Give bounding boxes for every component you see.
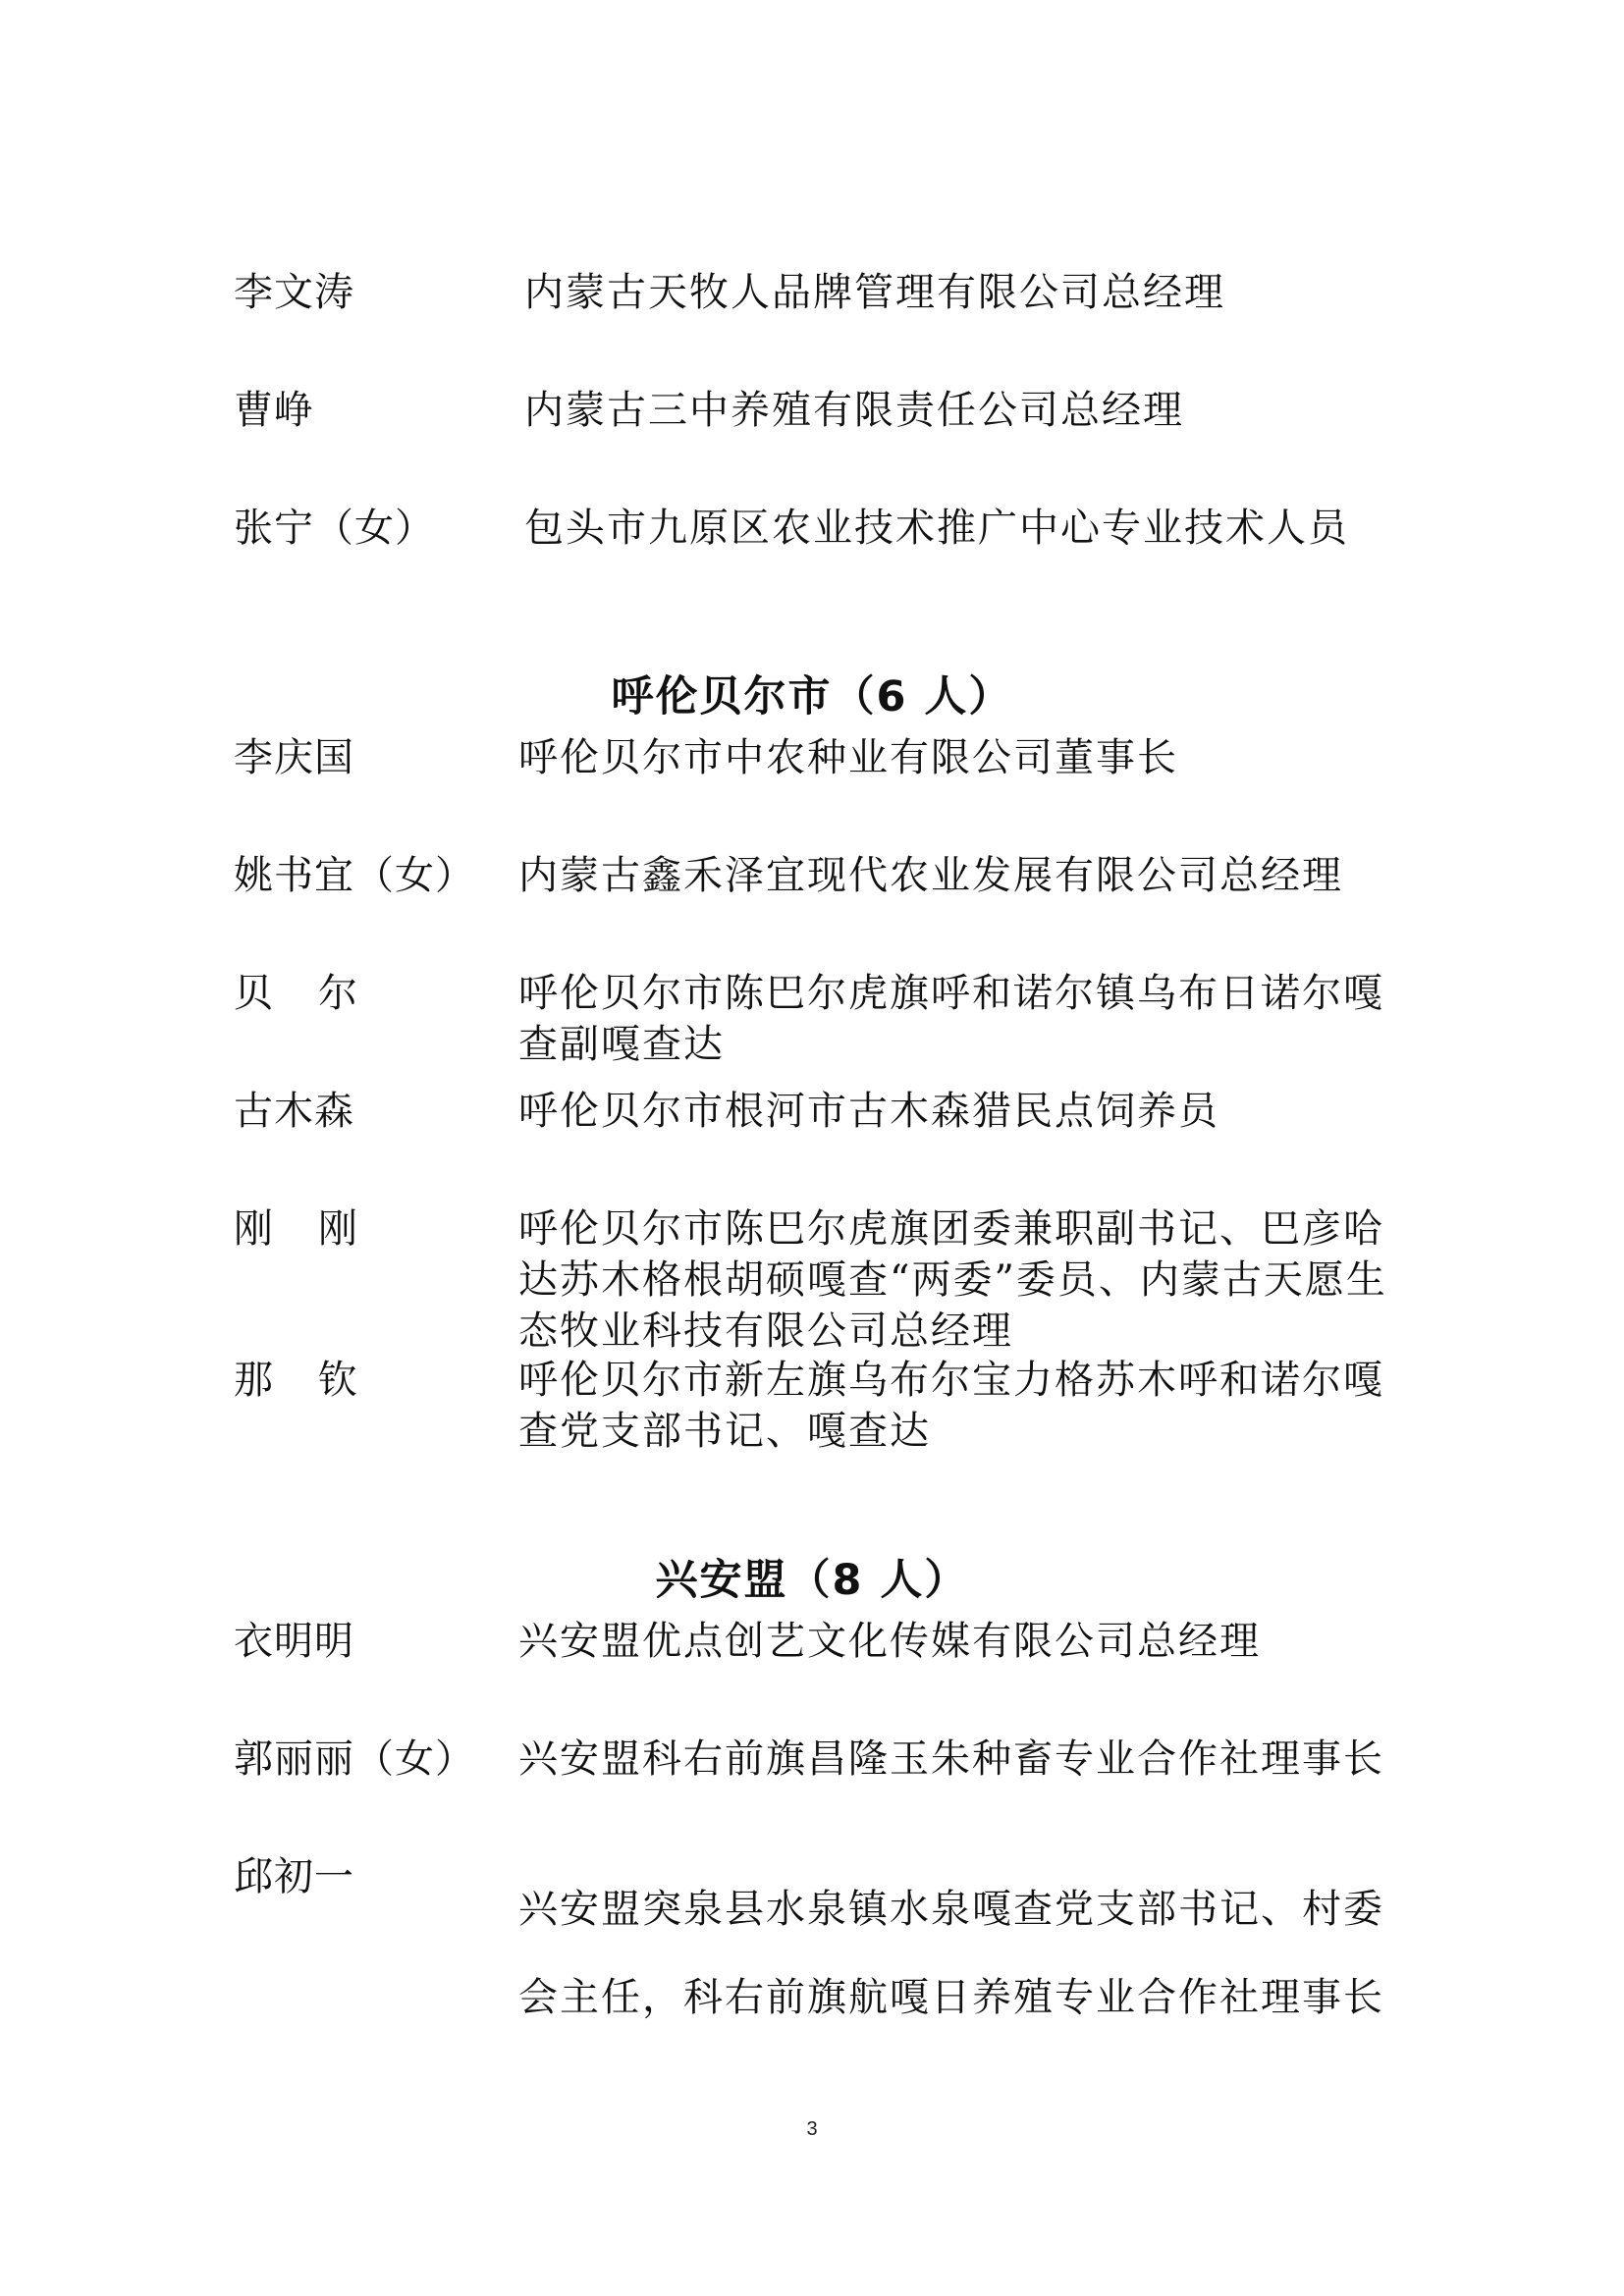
person-name: 曹峥: [234, 388, 314, 433]
page-number: 3: [806, 2118, 818, 2140]
person-name: 古木森: [234, 1089, 354, 1134]
person-name: 郭丽丽（女）: [234, 1736, 475, 1782]
person-title: 包头市九原区农业技术推广中心专业技术人员: [524, 506, 1349, 551]
person-name: 刚刚: [234, 1206, 403, 1252]
person-title: 呼伦贝尔市新左旗乌布尔宝力格苏木呼和诺尔嘎查党支部书记、嘎查达: [518, 1358, 1384, 1454]
person-name: 张宁（女）: [234, 506, 435, 551]
person-name: 姚书宜（女）: [234, 853, 475, 898]
person-name: 李文涛: [234, 270, 354, 315]
section-heading-hulunbuir: 呼伦贝尔市（6 人）: [611, 672, 1013, 721]
person-title: 兴安盟优点创艺文化传媒有限公司总经理: [518, 1619, 1261, 1664]
person-name: 李庆国: [234, 735, 354, 780]
person-title: 呼伦贝尔市根河市古木森猎民点饲养员: [518, 1089, 1219, 1134]
person-name: 那钦: [234, 1358, 403, 1403]
person-title: 内蒙古天牧人品牌管理有限公司总经理: [524, 270, 1225, 315]
person-title: 内蒙古三中养殖有限责任公司总经理: [524, 388, 1184, 433]
person-title: 呼伦贝尔市中农种业有限公司董事长: [518, 735, 1178, 780]
person-name: 衣明明: [234, 1619, 354, 1664]
person-name: 贝尔: [234, 971, 403, 1016]
person-title: 兴安盟科右前旗昌隆玉朱种畜专业合作社理事长: [518, 1736, 1384, 1782]
person-title: 兴安盟突泉县水泉镇水泉嘎查党支部书记、村委会主任，科右前旗航嘎日养殖专业合作社理事长: [518, 1887, 1384, 2020]
section-heading-xinganmeng: 兴安盟（8 人）: [655, 1556, 969, 1605]
person-title: 内蒙古鑫禾泽宜现代农业发展有限公司总经理: [518, 853, 1343, 898]
person-title: 呼伦贝尔市陈巴尔虎旗团委兼职副书记、巴彦哈达苏木格根胡硕嘎查“两委”委员、内蒙古天愿生态牧业科技有限公司总经理: [518, 1206, 1387, 1354]
person-title: 呼伦贝尔市陈巴尔虎旗呼和诺尔镇乌布日诺尔嘎查副嘎查达: [518, 971, 1384, 1067]
person-name: 邱初一: [234, 1854, 354, 1899]
